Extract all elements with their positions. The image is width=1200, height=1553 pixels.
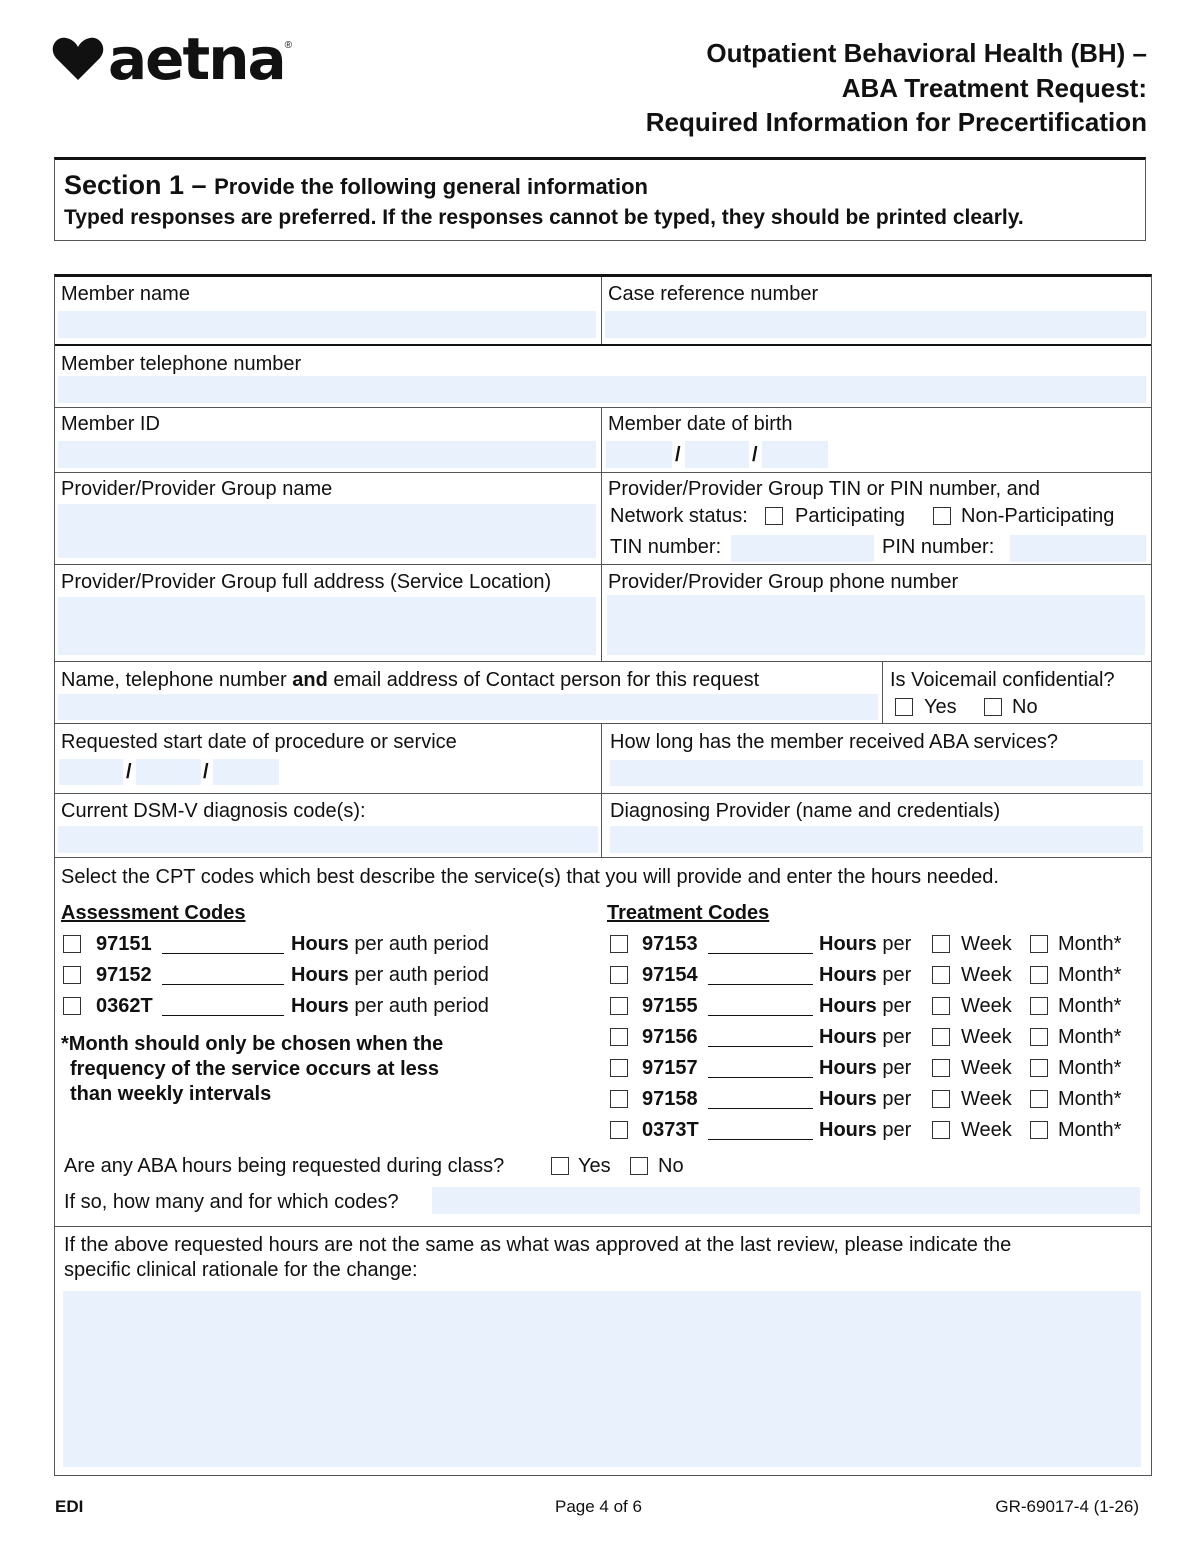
month-label: Month* xyxy=(1058,933,1122,955)
section-heading xyxy=(64,170,648,201)
form-number: GR-69017-4 (1-26) xyxy=(995,1497,1139,1516)
per-label: per xyxy=(876,933,912,955)
provider-phone-input[interactable] xyxy=(607,595,1145,655)
hours-input-line[interactable] xyxy=(708,1139,813,1140)
which-codes-input[interactable] xyxy=(432,1187,1140,1214)
rationale-input[interactable] xyxy=(63,1291,1141,1467)
participating-checkbox[interactable] xyxy=(765,507,783,525)
week-checkbox[interactable] xyxy=(932,1028,950,1046)
assessment-code-label: 97152 xyxy=(96,964,152,986)
week-checkbox[interactable] xyxy=(932,997,950,1015)
footer-edi: EDI xyxy=(55,1497,84,1516)
hours-per-label xyxy=(819,1057,911,1080)
per-label: per xyxy=(876,1088,912,1110)
provider-address-label: Provider/Provider Group full address (Service Location) xyxy=(61,571,552,593)
month-checkbox[interactable] xyxy=(1030,1028,1048,1046)
dob-month-input[interactable] xyxy=(606,441,672,468)
page-number: Page 4 of 6 xyxy=(555,1497,642,1516)
section-heading-text: Provide the following general information xyxy=(214,174,648,199)
non-participating-label: Non-Participating xyxy=(961,505,1115,527)
hours-input-line[interactable] xyxy=(162,984,284,985)
start-month-input[interactable] xyxy=(59,759,123,785)
class-yes-checkbox[interactable] xyxy=(551,1157,569,1175)
month-note-line-1: *Month should only be chosen when the xyxy=(61,1033,444,1055)
week-label: Week xyxy=(961,933,1012,955)
week-checkbox[interactable] xyxy=(932,935,950,953)
treatment-code-label: 97155 xyxy=(642,995,698,1017)
which-codes-label: If so, how many and for which codes? xyxy=(64,1191,399,1213)
divider xyxy=(55,793,1151,794)
divider xyxy=(55,344,1151,346)
precert-form xyxy=(54,274,1152,1476)
dob-year-input[interactable] xyxy=(762,441,828,468)
treatment-code-label: 0373T xyxy=(642,1119,699,1141)
hours-per-label xyxy=(819,995,911,1018)
hours-input-line[interactable] xyxy=(708,1046,813,1047)
per-label: per xyxy=(876,995,912,1017)
voicemail-yes-checkbox[interactable] xyxy=(895,698,913,716)
hours-label: Hours xyxy=(291,964,349,986)
month-checkbox[interactable] xyxy=(1030,1059,1048,1077)
date-separator: / xyxy=(675,444,681,466)
hours-input-line[interactable] xyxy=(708,1015,813,1016)
assessment-code-checkbox[interactable] xyxy=(63,966,81,984)
aetna-logo xyxy=(52,25,293,93)
month-checkbox[interactable] xyxy=(1030,966,1048,984)
week-checkbox[interactable] xyxy=(932,1059,950,1077)
hours-label: Hours xyxy=(291,933,349,955)
start-date-label: Requested start date of procedure or service xyxy=(61,731,457,753)
hours-per-auth-label xyxy=(291,964,489,987)
hours-input-line[interactable] xyxy=(708,984,813,985)
dsm-codes-label: Current DSM-V diagnosis code(s): xyxy=(61,800,366,822)
divider xyxy=(601,793,602,857)
participating-label: Participating xyxy=(795,505,906,527)
member-phone-input[interactable] xyxy=(58,376,1146,403)
month-label: Month* xyxy=(1058,1088,1122,1110)
title-line-2: ABA Treatment Request: xyxy=(841,72,1147,103)
cpt-intro: Select the CPT codes which best describe the service(s) that you will provide and enter the hours needed. xyxy=(61,866,999,888)
rationale-line-1: If the above requested hours are not the same as what was approved at the last review, please indicate the xyxy=(64,1234,1012,1256)
month-checkbox[interactable] xyxy=(1030,997,1048,1015)
member-id-label: Member ID xyxy=(61,413,160,435)
rationale-line-2: specific clinical rationale for the change: xyxy=(64,1259,418,1281)
month-note-line-3: than weekly intervals xyxy=(70,1083,272,1105)
treatment-code-checkbox[interactable] xyxy=(610,1090,628,1108)
class-yes-label: Yes xyxy=(578,1155,611,1177)
per-label: per xyxy=(876,1119,912,1141)
week-checkbox[interactable] xyxy=(932,966,950,984)
hours-per-label xyxy=(819,1119,911,1142)
hours-input-line[interactable] xyxy=(162,1015,284,1016)
date-separator: / xyxy=(126,761,132,783)
provider-address-input[interactable] xyxy=(58,597,596,655)
contact-label-pre: Name, telephone number xyxy=(61,669,293,691)
voicemail-no-checkbox[interactable] xyxy=(984,698,1002,716)
diagnosing-provider-label: Diagnosing Provider (name and credentials) xyxy=(610,800,1001,822)
divider xyxy=(55,1226,1151,1227)
pin-number-label: PIN number: xyxy=(882,536,995,558)
hours-input-line[interactable] xyxy=(708,953,813,954)
assessment-code-label: 0362T xyxy=(96,995,153,1017)
title-line-3: Required Information for Precertification xyxy=(645,107,1147,137)
member-name-label: Member name xyxy=(61,283,190,305)
hours-label: Hours xyxy=(291,995,349,1017)
week-label: Week xyxy=(961,964,1012,986)
treatment-codes-heading: Treatment Codes xyxy=(607,902,770,924)
section-subheading: Typed responses are preferred. If the responses cannot be typed, they should be printed clearly. xyxy=(64,206,1024,229)
divider xyxy=(55,407,1151,408)
hours-label: Hours xyxy=(819,1119,877,1141)
month-label: Month* xyxy=(1058,964,1122,986)
hours-per-label xyxy=(819,933,911,956)
per-auth-label: per auth period xyxy=(348,933,489,955)
month-label: Month* xyxy=(1058,1119,1122,1141)
per-label: per xyxy=(876,1057,912,1079)
heart-icon xyxy=(52,36,104,82)
per-auth-label: per auth period xyxy=(348,964,489,986)
treatment-code-checkbox[interactable] xyxy=(610,1028,628,1046)
provider-name-label: Provider/Provider Group name xyxy=(61,478,333,500)
hours-per-label xyxy=(819,1026,911,1049)
voicemail-yes-label: Yes xyxy=(924,696,957,718)
section-number: Section 1 – xyxy=(64,170,207,200)
month-label: Month* xyxy=(1058,1026,1122,1048)
tin-number-input[interactable] xyxy=(731,535,874,562)
non-participating-checkbox[interactable] xyxy=(933,507,951,525)
per-auth-label: per auth period xyxy=(348,995,489,1017)
logo-wordmark: aetna xyxy=(108,25,285,93)
registered-mark: ® xyxy=(284,40,293,51)
member-name-input[interactable] xyxy=(58,311,596,338)
pin-number-input[interactable] xyxy=(1010,535,1146,562)
class-no-checkbox[interactable] xyxy=(630,1157,648,1175)
hours-label: Hours xyxy=(819,1026,877,1048)
treatment-code-label: 97158 xyxy=(642,1088,698,1110)
divider xyxy=(55,472,1151,473)
week-label: Week xyxy=(961,1119,1012,1141)
contact-label-post: email address of Contact person for this request xyxy=(327,669,760,691)
week-label: Week xyxy=(961,1057,1012,1079)
hours-per-label xyxy=(819,1088,911,1111)
week-label: Week xyxy=(961,1026,1012,1048)
treatment-code-label: 97157 xyxy=(642,1057,698,1079)
per-label: per xyxy=(876,964,912,986)
hours-per-auth-label xyxy=(291,933,489,956)
treatment-code-checkbox[interactable] xyxy=(610,935,628,953)
treatment-code-checkbox[interactable] xyxy=(610,966,628,984)
member-dob-label: Member date of birth xyxy=(608,413,793,435)
treatment-code-label: 97153 xyxy=(642,933,698,955)
date-separator: / xyxy=(203,761,209,783)
aba-duration-label: How long has the member received ABA services? xyxy=(610,731,1058,753)
divider xyxy=(55,723,1151,724)
hours-per-label xyxy=(819,964,911,987)
case-ref-label: Case reference number xyxy=(608,283,819,305)
member-id-input[interactable] xyxy=(58,441,596,468)
class-no-label: No xyxy=(658,1155,684,1177)
dob-day-input[interactable] xyxy=(685,441,749,468)
assessment-code-label: 97151 xyxy=(96,933,152,955)
voicemail-no-label: No xyxy=(1012,696,1038,718)
hours-input-line[interactable] xyxy=(708,1077,813,1078)
hours-per-auth-label xyxy=(291,995,489,1018)
treatment-code-checkbox[interactable] xyxy=(610,1121,628,1139)
hours-label: Hours xyxy=(819,964,877,986)
month-label: Month* xyxy=(1058,995,1122,1017)
divider xyxy=(601,564,602,661)
week-label: Week xyxy=(961,1088,1012,1110)
month-checkbox[interactable] xyxy=(1030,935,1048,953)
contact-person-label xyxy=(61,669,759,692)
hours-label: Hours xyxy=(819,1088,877,1110)
divider xyxy=(882,661,883,723)
start-year-input[interactable] xyxy=(213,759,279,785)
divider xyxy=(55,857,1151,858)
month-note-line-2: frequency of the service occurs at less xyxy=(70,1058,440,1080)
hours-input-line[interactable] xyxy=(708,1108,813,1109)
provider-tin-pin-label: Provider/Provider Group TIN or PIN number, and xyxy=(608,478,1041,500)
dsm-codes-input[interactable] xyxy=(58,826,598,853)
voicemail-label: Is Voicemail confidential? xyxy=(890,669,1115,691)
assessment-code-checkbox[interactable] xyxy=(63,997,81,1015)
month-checkbox[interactable] xyxy=(1030,1090,1048,1108)
month-checkbox[interactable] xyxy=(1030,1121,1048,1139)
divider xyxy=(55,564,1151,565)
treatment-code-checkbox[interactable] xyxy=(610,997,628,1015)
treatment-code-label: 97154 xyxy=(642,964,698,986)
tin-number-label: TIN number: xyxy=(610,536,722,558)
month-label: Month* xyxy=(1058,1057,1122,1079)
page-title xyxy=(646,36,1147,140)
hours-label: Hours xyxy=(819,933,877,955)
contact-person-input[interactable] xyxy=(58,694,878,720)
hours-label: Hours xyxy=(819,995,877,1017)
week-checkbox[interactable] xyxy=(932,1121,950,1139)
assessment-codes-heading: Assessment Codes xyxy=(61,902,246,924)
provider-name-input[interactable] xyxy=(58,504,596,558)
diagnosing-provider-input[interactable] xyxy=(610,826,1143,853)
network-status-label: Network status: xyxy=(610,505,748,527)
case-ref-input[interactable] xyxy=(605,311,1146,338)
treatment-code-label: 97156 xyxy=(642,1026,698,1048)
divider xyxy=(601,407,602,472)
provider-phone-label: Provider/Provider Group phone number xyxy=(608,571,959,593)
aba-duration-input[interactable] xyxy=(610,760,1143,786)
date-separator: / xyxy=(752,444,758,466)
hours-input-line[interactable] xyxy=(162,953,284,954)
member-phone-label: Member telephone number xyxy=(61,353,302,375)
section-header-box xyxy=(54,157,1146,241)
treatment-code-checkbox[interactable] xyxy=(610,1059,628,1077)
week-checkbox[interactable] xyxy=(932,1090,950,1108)
per-label: per xyxy=(876,1026,912,1048)
week-label: Week xyxy=(961,995,1012,1017)
assessment-code-checkbox[interactable] xyxy=(63,935,81,953)
divider xyxy=(601,277,602,344)
contact-label-and: and xyxy=(292,669,328,691)
divider xyxy=(55,661,1151,662)
title-line-1: Outpatient Behavioral Health (BH) – xyxy=(706,38,1147,68)
divider xyxy=(601,472,602,564)
class-question-label: Are any ABA hours being requested during class? xyxy=(64,1155,505,1177)
start-day-input[interactable] xyxy=(136,759,201,785)
hours-label: Hours xyxy=(819,1057,877,1079)
divider xyxy=(601,723,602,793)
